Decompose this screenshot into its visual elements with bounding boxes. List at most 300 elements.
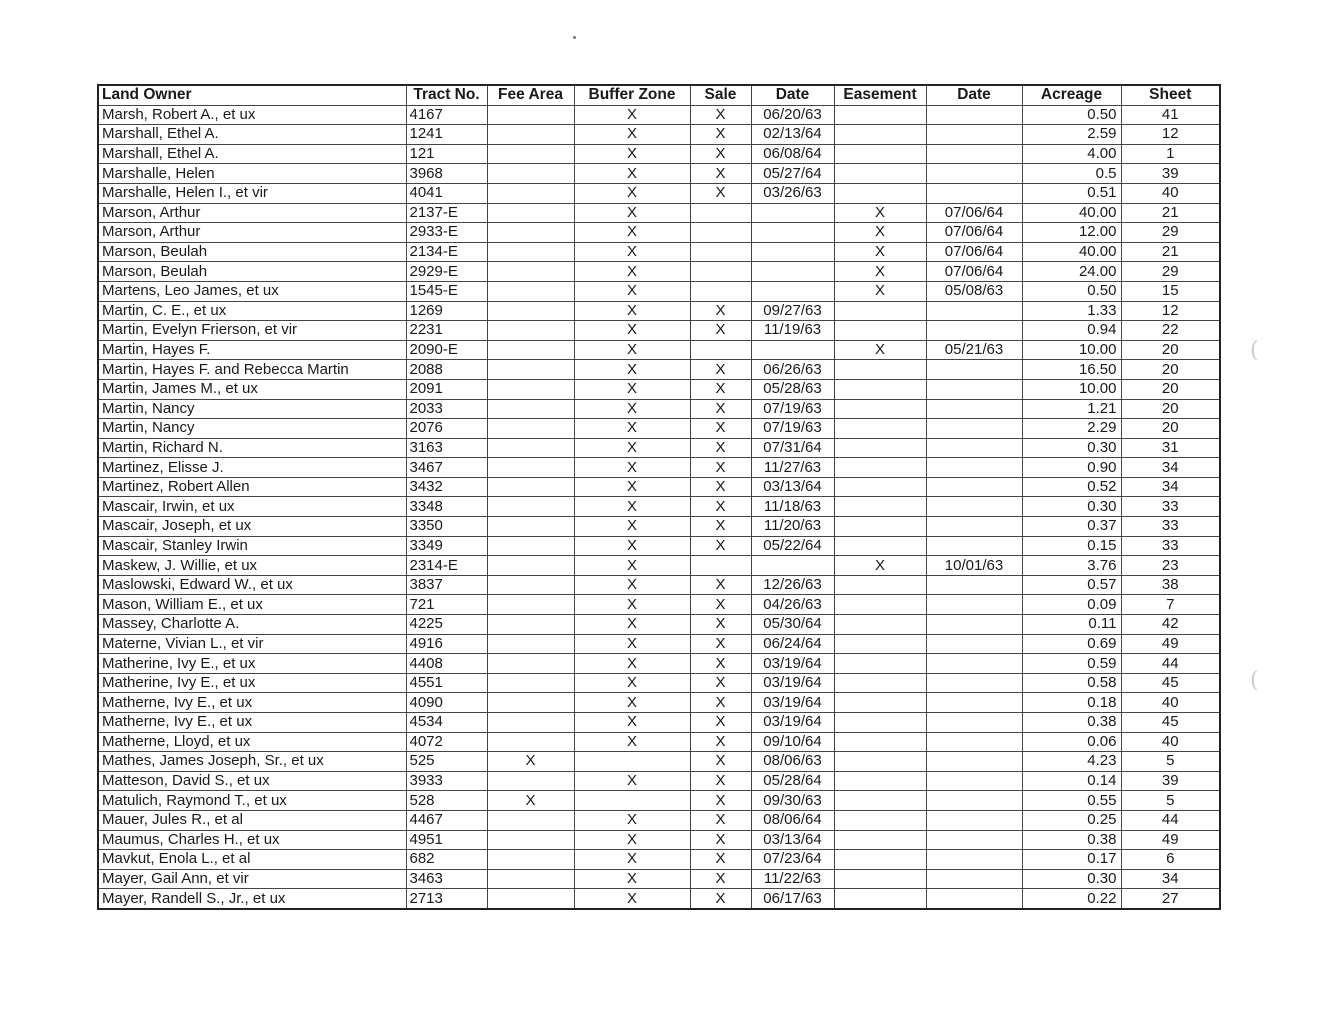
fee-area-cell (487, 164, 574, 184)
table-row (98, 673, 1220, 693)
buffer-zone-cell: X (574, 183, 690, 203)
sale-date-cell: 04/26/63 (751, 595, 834, 615)
table-row (98, 301, 1220, 321)
table-row (98, 458, 1220, 478)
sale-cell: X (690, 458, 751, 478)
sale-cell: X (690, 850, 751, 870)
easement-cell (834, 732, 926, 752)
sale-cell: X (690, 438, 751, 458)
easement-date-cell (926, 771, 1022, 791)
tract-no-cell: 4225 (406, 615, 487, 635)
land-owner-cell: Matherine, Ivy E., et ux (98, 673, 406, 693)
land-owner-cell: Marson, Beulah (98, 262, 406, 282)
buffer-zone-cell: X (574, 203, 690, 223)
sale-date-cell: 03/19/64 (751, 693, 834, 713)
easement-date-cell (926, 399, 1022, 419)
table-row (98, 497, 1220, 517)
buffer-zone-cell: X (574, 262, 690, 282)
fee-area-cell (487, 125, 574, 145)
sheet-cell: 39 (1121, 164, 1220, 184)
easement-cell (834, 654, 926, 674)
sale-date-cell (751, 242, 834, 262)
easement-cell (834, 360, 926, 380)
sheet-cell: 20 (1121, 340, 1220, 360)
sale-cell: X (690, 497, 751, 517)
sheet-cell: 12 (1121, 125, 1220, 145)
fee-area-cell: X (487, 752, 574, 772)
table-row (98, 203, 1220, 223)
buffer-zone-cell: X (574, 477, 690, 497)
sheet-cell: 34 (1121, 477, 1220, 497)
header-sheet: Sheet (1121, 85, 1220, 105)
sheet-cell: 15 (1121, 281, 1220, 301)
sale-cell: X (690, 810, 751, 830)
sale-date-cell: 03/19/64 (751, 673, 834, 693)
table-row (98, 438, 1220, 458)
land-owner-cell: Marsh, Robert A., et ux (98, 105, 406, 125)
acreage-cell: 0.25 (1022, 810, 1121, 830)
table-row (98, 771, 1220, 791)
table-row (98, 164, 1220, 184)
easement-cell (834, 379, 926, 399)
sale-date-cell: 07/19/63 (751, 419, 834, 439)
tract-no-cell: 4551 (406, 673, 487, 693)
fee-area-cell (487, 615, 574, 635)
sale-date-cell: 05/27/64 (751, 164, 834, 184)
sale-cell: X (690, 732, 751, 752)
header-sale: Sale (690, 85, 751, 105)
fee-area-cell (487, 379, 574, 399)
sheet-cell: 40 (1121, 693, 1220, 713)
sheet-cell: 45 (1121, 673, 1220, 693)
easement-cell (834, 810, 926, 830)
land-owner-cell: Marshall, Ethel A. (98, 144, 406, 164)
sheet-cell: 22 (1121, 321, 1220, 341)
tract-no-cell: 4408 (406, 654, 487, 674)
tract-no-cell: 3463 (406, 869, 487, 889)
tract-no-cell: 2033 (406, 399, 487, 419)
buffer-zone-cell: X (574, 144, 690, 164)
acreage-cell: 2.29 (1022, 419, 1121, 439)
scan-speck (573, 36, 576, 39)
buffer-zone-cell: X (574, 458, 690, 478)
sale-date-cell: 03/13/64 (751, 477, 834, 497)
sale-cell (690, 262, 751, 282)
easement-cell (834, 497, 926, 517)
sale-date-cell: 05/28/63 (751, 379, 834, 399)
tract-no-cell: 4951 (406, 830, 487, 850)
buffer-zone-cell: X (574, 105, 690, 125)
header-easement: Easement (834, 85, 926, 105)
table-row (98, 810, 1220, 830)
buffer-zone-cell: X (574, 321, 690, 341)
header-acreage: Acreage (1022, 85, 1121, 105)
tract-no-cell: 121 (406, 144, 487, 164)
sheet-cell: 20 (1121, 419, 1220, 439)
land-owner-cell: Materne, Vivian L., et vir (98, 634, 406, 654)
sale-date-cell (751, 340, 834, 360)
sale-cell (690, 340, 751, 360)
sale-cell: X (690, 419, 751, 439)
sale-date-cell: 11/19/63 (751, 321, 834, 341)
fee-area-cell (487, 144, 574, 164)
land-owner-cell: Martinez, Robert Allen (98, 477, 406, 497)
fee-area-cell (487, 536, 574, 556)
table-row (98, 477, 1220, 497)
table-row (98, 242, 1220, 262)
tract-no-cell: 4072 (406, 732, 487, 752)
easement-cell: X (834, 556, 926, 576)
fee-area-cell (487, 399, 574, 419)
land-owner-cell: Matherine, Ivy E., et ux (98, 654, 406, 674)
fee-area-cell (487, 419, 574, 439)
buffer-zone-cell: X (574, 654, 690, 674)
easement-cell (834, 164, 926, 184)
header-buffer-zone: Buffer Zone (574, 85, 690, 105)
acreage-cell: 0.30 (1022, 869, 1121, 889)
tract-no-cell: 2231 (406, 321, 487, 341)
sale-cell: X (690, 713, 751, 733)
easement-date-cell (926, 438, 1022, 458)
easement-date-cell: 07/06/64 (926, 223, 1022, 243)
easement-cell (834, 673, 926, 693)
easement-cell (834, 713, 926, 733)
sale-cell (690, 242, 751, 262)
easement-cell: X (834, 242, 926, 262)
buffer-zone-cell: X (574, 301, 690, 321)
easement-cell (834, 183, 926, 203)
easement-date-cell (926, 497, 1022, 517)
sheet-cell: 7 (1121, 595, 1220, 615)
acreage-cell: 12.00 (1022, 223, 1121, 243)
sale-date-cell: 05/30/64 (751, 615, 834, 635)
land-owner-cell: Marson, Beulah (98, 242, 406, 262)
tract-no-cell: 3968 (406, 164, 487, 184)
sheet-cell: 42 (1121, 615, 1220, 635)
sheet-cell: 20 (1121, 379, 1220, 399)
sale-cell: X (690, 575, 751, 595)
easement-cell (834, 321, 926, 341)
fee-area-cell (487, 595, 574, 615)
sale-cell (690, 203, 751, 223)
table-row (98, 281, 1220, 301)
land-owner-cell: Martin, Nancy (98, 399, 406, 419)
fee-area-cell (487, 810, 574, 830)
easement-date-cell (926, 634, 1022, 654)
easement-date-cell (926, 889, 1022, 909)
table-row (98, 536, 1220, 556)
table-row (98, 262, 1220, 282)
easement-date-cell: 07/06/64 (926, 262, 1022, 282)
sale-date-cell (751, 262, 834, 282)
sale-date-cell: 12/26/63 (751, 575, 834, 595)
easement-date-cell (926, 791, 1022, 811)
sale-cell: X (690, 183, 751, 203)
buffer-zone-cell: X (574, 399, 690, 419)
easement-cell (834, 419, 926, 439)
fee-area-cell (487, 869, 574, 889)
sale-cell: X (690, 301, 751, 321)
tract-no-cell: 3163 (406, 438, 487, 458)
sale-date-cell: 06/17/63 (751, 889, 834, 909)
tract-no-cell: 3348 (406, 497, 487, 517)
easement-date-cell: 05/08/63 (926, 281, 1022, 301)
acreage-cell: 0.38 (1022, 830, 1121, 850)
acreage-cell: 0.52 (1022, 477, 1121, 497)
acreage-cell: 2.59 (1022, 125, 1121, 145)
sheet-cell: 38 (1121, 575, 1220, 595)
table-row (98, 556, 1220, 576)
easement-cell (834, 595, 926, 615)
sale-cell: X (690, 125, 751, 145)
table-row (98, 634, 1220, 654)
fee-area-cell (487, 477, 574, 497)
buffer-zone-cell: X (574, 497, 690, 517)
tract-no-cell: 4090 (406, 693, 487, 713)
sale-cell: X (690, 321, 751, 341)
table-row (98, 752, 1220, 772)
acreage-cell: 4.00 (1022, 144, 1121, 164)
easement-date-cell (926, 419, 1022, 439)
land-owner-cell: Marshalle, Helen (98, 164, 406, 184)
table-row (98, 340, 1220, 360)
sheet-cell: 21 (1121, 242, 1220, 262)
buffer-zone-cell: X (574, 223, 690, 243)
fee-area-cell (487, 262, 574, 282)
buffer-zone-cell: X (574, 830, 690, 850)
land-owner-cell: Mason, William E., et ux (98, 595, 406, 615)
sale-date-cell (751, 223, 834, 243)
sale-date-cell (751, 556, 834, 576)
acreage-cell: 0.15 (1022, 536, 1121, 556)
fee-area-cell (487, 242, 574, 262)
acreage-cell: 24.00 (1022, 262, 1121, 282)
acreage-cell: 0.50 (1022, 281, 1121, 301)
table-row (98, 105, 1220, 125)
fee-area-cell (487, 340, 574, 360)
easement-cell (834, 536, 926, 556)
sale-cell: X (690, 771, 751, 791)
sale-cell: X (690, 889, 751, 909)
sheet-cell: 5 (1121, 791, 1220, 811)
acreage-cell: 0.09 (1022, 595, 1121, 615)
fee-area-cell (487, 575, 574, 595)
easement-date-cell (926, 183, 1022, 203)
easement-cell (834, 791, 926, 811)
sheet-cell: 39 (1121, 771, 1220, 791)
tract-no-cell: 2137-E (406, 203, 487, 223)
fee-area-cell (487, 203, 574, 223)
sheet-cell: 20 (1121, 360, 1220, 380)
easement-date-cell (926, 850, 1022, 870)
fee-area-cell (487, 732, 574, 752)
sheet-cell: 1 (1121, 144, 1220, 164)
sale-cell: X (690, 830, 751, 850)
land-owner-cell: Maslowski, Edward W., et ux (98, 575, 406, 595)
land-owner-cell: Mascair, Joseph, et ux (98, 517, 406, 537)
land-owner-cell: Mavkut, Enola L., et al (98, 850, 406, 870)
fee-area-cell (487, 634, 574, 654)
buffer-zone-cell: X (574, 850, 690, 870)
acreage-cell: 0.37 (1022, 517, 1121, 537)
acreage-cell: 0.5 (1022, 164, 1121, 184)
fee-area-cell (487, 654, 574, 674)
easement-date-cell (926, 321, 1022, 341)
sale-cell: X (690, 615, 751, 635)
sale-date-cell: 11/18/63 (751, 497, 834, 517)
sale-cell: X (690, 536, 751, 556)
table-row (98, 713, 1220, 733)
easement-date-cell (926, 144, 1022, 164)
sheet-cell: 20 (1121, 399, 1220, 419)
tract-no-cell: 528 (406, 791, 487, 811)
acreage-cell: 0.30 (1022, 438, 1121, 458)
buffer-zone-cell: X (574, 419, 690, 439)
easement-cell (834, 850, 926, 870)
easement-date-cell (926, 713, 1022, 733)
sale-date-cell: 02/13/64 (751, 125, 834, 145)
easement-cell (834, 869, 926, 889)
easement-cell: X (834, 223, 926, 243)
fee-area-cell (487, 223, 574, 243)
fee-area-cell (487, 713, 574, 733)
sale-cell (690, 223, 751, 243)
easement-date-cell (926, 732, 1022, 752)
sale-date-cell: 07/23/64 (751, 850, 834, 870)
easement-date-cell (926, 105, 1022, 125)
acreage-cell: 0.59 (1022, 654, 1121, 674)
land-owner-cell: Mathes, James Joseph, Sr., et ux (98, 752, 406, 772)
sale-cell: X (690, 399, 751, 419)
table-row (98, 830, 1220, 850)
easement-date-cell (926, 301, 1022, 321)
easement-cell (834, 889, 926, 909)
acreage-cell: 0.11 (1022, 615, 1121, 635)
sale-date-cell: 09/30/63 (751, 791, 834, 811)
easement-date-cell (926, 379, 1022, 399)
tract-no-cell: 2134-E (406, 242, 487, 262)
tract-no-cell: 1545-E (406, 281, 487, 301)
tract-no-cell: 2713 (406, 889, 487, 909)
fee-area-cell (487, 438, 574, 458)
land-owner-cell: Mauer, Jules R., et al (98, 810, 406, 830)
fee-area-cell (487, 830, 574, 850)
sale-cell (690, 556, 751, 576)
table-row (98, 889, 1220, 909)
fee-area-cell (487, 321, 574, 341)
easement-cell (834, 693, 926, 713)
sale-cell: X (690, 105, 751, 125)
land-owner-cell: Martinez, Elisse J. (98, 458, 406, 478)
land-owner-cell: Mascair, Irwin, et ux (98, 497, 406, 517)
land-owner-cell: Martin, Hayes F. and Rebecca Martin (98, 360, 406, 380)
land-owner-cell: Martin, Nancy (98, 419, 406, 439)
buffer-zone-cell: X (574, 575, 690, 595)
land-owner-cell: Maskew, J. Willie, et ux (98, 556, 406, 576)
easement-date-cell (926, 615, 1022, 635)
sale-cell: X (690, 477, 751, 497)
sale-date-cell: 06/20/63 (751, 105, 834, 125)
easement-cell (834, 399, 926, 419)
tract-no-cell: 3350 (406, 517, 487, 537)
acreage-cell: 0.22 (1022, 889, 1121, 909)
acreage-cell: 0.50 (1022, 105, 1121, 125)
sale-cell: X (690, 144, 751, 164)
tract-no-cell: 4916 (406, 634, 487, 654)
acreage-cell: 0.14 (1022, 771, 1121, 791)
sheet-cell: 31 (1121, 438, 1220, 458)
sheet-cell: 29 (1121, 223, 1220, 243)
buffer-zone-cell (574, 752, 690, 772)
easement-date-cell (926, 693, 1022, 713)
tract-no-cell: 721 (406, 595, 487, 615)
header-easement-date: Date (926, 85, 1022, 105)
buffer-zone-cell: X (574, 771, 690, 791)
land-owner-cell: Mascair, Stanley Irwin (98, 536, 406, 556)
sheet-cell: 34 (1121, 458, 1220, 478)
buffer-zone-cell: X (574, 242, 690, 262)
acreage-cell: 0.17 (1022, 850, 1121, 870)
tract-no-cell: 4534 (406, 713, 487, 733)
easement-date-cell (926, 517, 1022, 537)
fee-area-cell (487, 281, 574, 301)
fee-area-cell (487, 556, 574, 576)
sheet-cell: 49 (1121, 830, 1220, 850)
table-row (98, 654, 1220, 674)
easement-date-cell (926, 810, 1022, 830)
scan-mark-1: ( (1250, 338, 1259, 363)
scan-mark-2: ( (1250, 668, 1259, 693)
easement-cell: X (834, 203, 926, 223)
table-row (98, 223, 1220, 243)
buffer-zone-cell: X (574, 732, 690, 752)
acreage-cell: 16.50 (1022, 360, 1121, 380)
easement-date-cell (926, 458, 1022, 478)
land-owner-cell: Maumus, Charles H., et ux (98, 830, 406, 850)
land-owner-cell: Martin, Richard N. (98, 438, 406, 458)
buffer-zone-cell: X (574, 517, 690, 537)
tract-no-cell: 2076 (406, 419, 487, 439)
sheet-cell: 40 (1121, 183, 1220, 203)
sale-date-cell: 08/06/64 (751, 810, 834, 830)
buffer-zone-cell: X (574, 713, 690, 733)
easement-date-cell (926, 673, 1022, 693)
easement-date-cell: 10/01/63 (926, 556, 1022, 576)
land-owner-table (97, 84, 1221, 910)
land-owner-cell: Matherne, Ivy E., et ux (98, 713, 406, 733)
land-owner-cell: Martin, Hayes F. (98, 340, 406, 360)
sale-date-cell: 03/13/64 (751, 830, 834, 850)
land-owner-cell: Matteson, David S., et ux (98, 771, 406, 791)
buffer-zone-cell: X (574, 693, 690, 713)
easement-cell (834, 144, 926, 164)
header-sale-date: Date (751, 85, 834, 105)
table-row (98, 360, 1220, 380)
sale-date-cell: 11/20/63 (751, 517, 834, 537)
fee-area-cell (487, 889, 574, 909)
acreage-cell: 10.00 (1022, 379, 1121, 399)
easement-cell: X (834, 340, 926, 360)
acreage-cell: 1.33 (1022, 301, 1121, 321)
sheet-cell: 41 (1121, 105, 1220, 125)
acreage-cell: 0.90 (1022, 458, 1121, 478)
easement-date-cell (926, 575, 1022, 595)
table-row (98, 732, 1220, 752)
land-owner-sheet (97, 84, 1221, 910)
buffer-zone-cell: X (574, 536, 690, 556)
buffer-zone-cell: X (574, 673, 690, 693)
tract-no-cell: 4041 (406, 183, 487, 203)
